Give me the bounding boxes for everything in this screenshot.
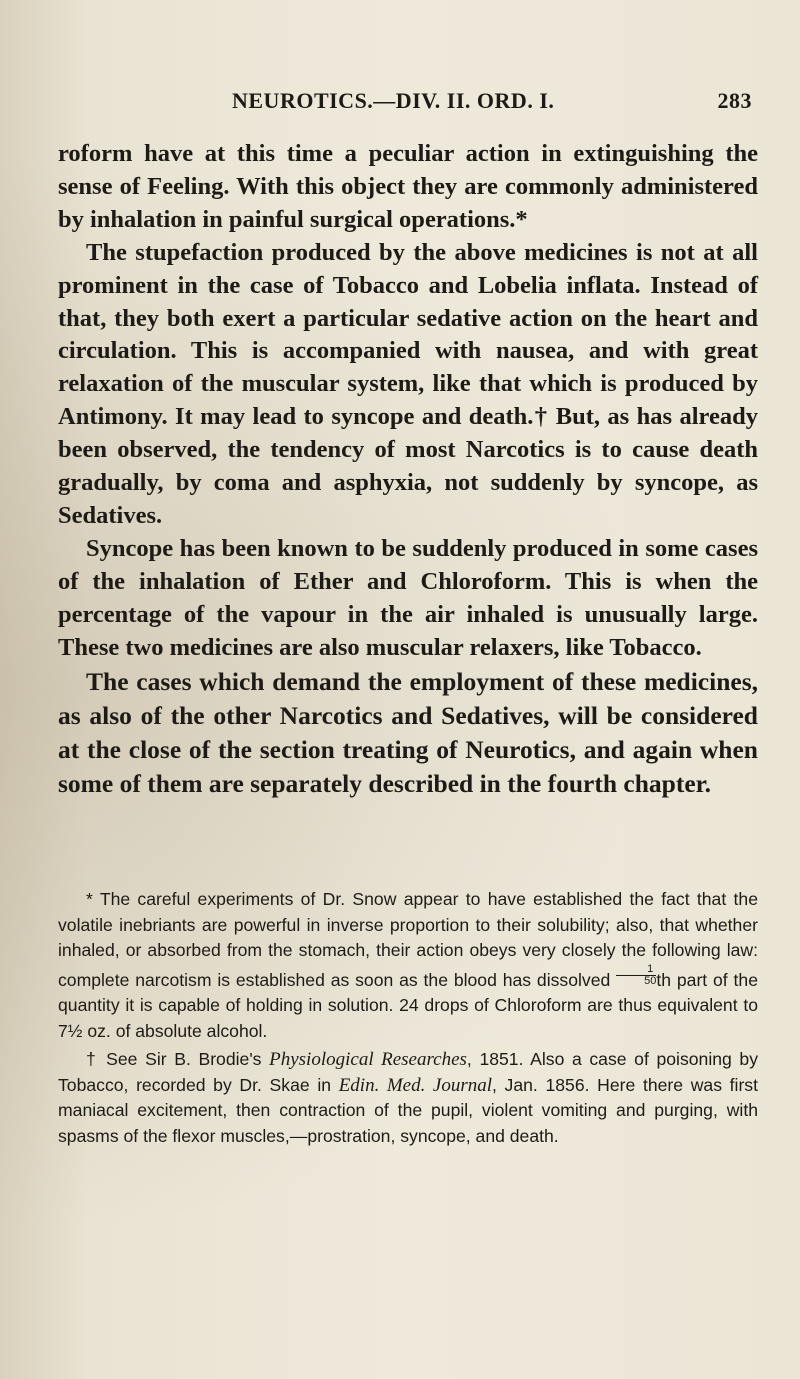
running-head	[232, 88, 752, 118]
footnote-asterisk-text-b: th part of the quantity it is capable of holding in solution. 24 drops of Chloroform are thus equivalent to 7½ oz. of absolute alcohol.	[58, 969, 758, 1041]
footnote-dagger-text-c: , Jan. 1856. Here there was first maniacal excitement, then contraction of the pupil, violent vomiting and purging, with spasms of the flexor muscles,—prostration, syncope, and death.	[58, 1074, 758, 1146]
fraction	[616, 964, 656, 987]
footnote-dagger-book-title: Physiological Researches	[269, 1049, 467, 1070]
footnote-asterisk-text-a: * The careful experiments of Dr. Snow appear to have established the fact that the volatile inebriants are powerful in inverse proportion to their solubility; also, that whether inhaled, or absorbed from the stomach, their action obeys very closely the following law: complete narcotism is established as soon as the blood has dissolved	[58, 889, 758, 990]
running-head-title: NEUROTICS.—DIV. II. ORD. I.	[232, 88, 555, 113]
footnotes	[58, 887, 758, 1149]
footnote-dagger	[58, 1047, 758, 1149]
paragraph-continued: roform have at this time a peculiar action in extinguishing the sense of Feeling. With this object they are commonly administered by inhalation in painful surgical operations.*	[58, 140, 758, 233]
page-number: 283	[717, 88, 752, 113]
footnote-dagger-text-b: , 1851. Also a case of poisoning by Tobacco, recorded by Dr. Skae in	[58, 1049, 759, 1095]
paragraph-cases: The cases which demand the employment of these medicines, as also of the other Narcotics and Sedatives, will be considered at the close of the section treating of Neurotics, and again when some of them are separately described in the fourth chapter.	[58, 666, 758, 799]
footnote-asterisk	[58, 887, 758, 1044]
footnote-dagger-text-a: † See Sir B. Brodie's	[86, 1049, 262, 1069]
paragraph-syncope: Syncope has been known to be suddenly produced in some cases of the inhalation of Ether and Chloroform. This is when the percentage of the vapour in the air inhaled is unusually large. These two medicines are also muscular relaxers, like Tobacco.	[58, 534, 758, 661]
footnote-dagger-journal-title: Edin. Med. Journal	[338, 1074, 492, 1096]
fraction-denominator: 50	[644, 974, 657, 987]
paragraph-stupefaction: The stupefaction produced by the above medicines is not at all prominent in the case of Tobacco and Lobelia inflata. Instead of that, they both exert a particular sedative action on the heart and circulation. This is accompanied with nausea, and with great relaxation of the muscular system, like that which is produced by Antimony. It may lead to syncope and death.† But, as has already been observed, the tendency of most Narcotics is to cause death gradually, by coma and asphyxia, not suddenly by syncope, as Sedatives.	[58, 238, 758, 529]
main-text	[58, 138, 758, 801]
fraction-numerator: 1	[616, 964, 656, 976]
